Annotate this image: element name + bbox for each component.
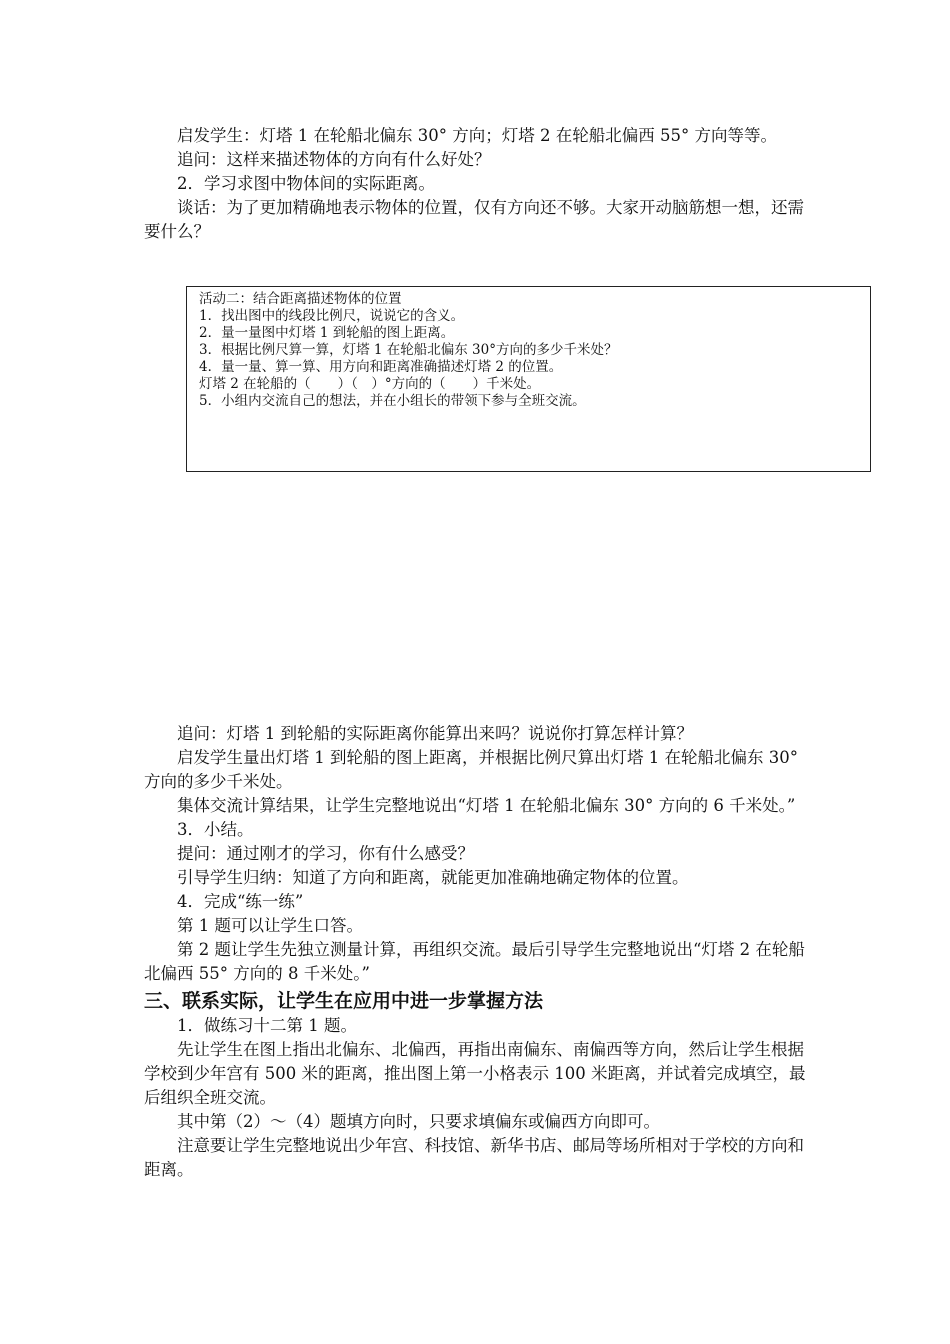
section-heading: 三、联系实际，让学生在应用中进一步掌握方法 bbox=[144, 990, 544, 1012]
activity-box bbox=[186, 286, 871, 472]
paragraph: 启发学生：灯塔 1 在轮船北偏东 30° 方向；灯塔 2 在轮船北偏西 55° 方向等等。 bbox=[177, 126, 777, 145]
paragraph: 2．学习求图中物体间的实际距离。 bbox=[177, 174, 435, 193]
activity-line: 4．量一量、算一算、用方向和距离准确描述灯塔 2 的位置。 bbox=[199, 359, 563, 375]
paragraph: 追问：这样来描述物体的方向有什么好处？ bbox=[177, 150, 491, 169]
paragraph: 3．小结。 bbox=[177, 820, 254, 839]
paragraph: 引导学生归纳：知道了方向和距离，就能更加准确地确定物体的位置。 bbox=[177, 868, 689, 887]
paragraph: 第 1 题可以让学生口答。 bbox=[177, 916, 363, 935]
paragraph: 追问：灯塔 1 到轮船的实际距离你能算出来吗？说说你打算怎样计算？ bbox=[177, 724, 693, 743]
middle-section bbox=[144, 722, 808, 1182]
paragraph: 启发学生量出灯塔 1 到轮船的图上距离，并根据比例尺算出灯塔 1 在轮船北偏东 30° 方向的多少千米处。 bbox=[144, 748, 804, 791]
paragraph: 第 2 题让学生先独立测量计算，再组织交流。最后引导学生完整地说出“灯塔 2 在轮船北偏西 55° 方向的 8 千米处。” bbox=[144, 940, 805, 983]
paragraph: 集体交流计算结果，让学生完整地说出“灯塔 1 在轮船北偏东 30° 方向的 6 千米处。” bbox=[177, 796, 796, 815]
activity-title: 活动二：结合距离描述物体的位置 bbox=[199, 291, 402, 307]
activity-line: 灯塔 2 在轮船的（ ）（ ）°方向的（ ）千米处。 bbox=[199, 376, 541, 392]
paragraph: 提问：通过刚才的学习，你有什么感受？ bbox=[177, 844, 474, 863]
activity-line: 3．根据比例尺算一算，灯塔 1 在轮船北偏东 30°方向的多少千米处？ bbox=[199, 342, 618, 358]
top-section bbox=[144, 124, 808, 244]
paragraph: 1．做练习十二第 1 题。 bbox=[177, 1016, 357, 1035]
activity-line: 5．小组内交流自己的想法，并在小组长的带领下参与全班交流。 bbox=[199, 393, 586, 409]
paragraph: 其中第（2）～（4）题填方向时，只要求填偏东或偏西方向即可。 bbox=[177, 1112, 660, 1131]
paragraph: 注意要让学生完整地说出少年宫、科技馆、新华书店、邮局等场所相对于学校的方向和距离。 bbox=[144, 1136, 804, 1179]
activity-line: 2．量一量图中灯塔 1 到轮船的图上距离。 bbox=[199, 325, 455, 341]
paragraph: 4．完成“练一练” bbox=[177, 892, 304, 911]
activity-line: 1．找出图中的线段比例尺，说说它的含义。 bbox=[199, 308, 465, 324]
paragraph: 谈话：为了更加精确地表示物体的位置，仅有方向还不够。大家开动脑筋想一想，还需要什么？ bbox=[144, 198, 804, 241]
paragraph: 先让学生在图上指出北偏东、北偏西，再指出南偏东、南偏西等方向，然后让学生根据学校到少年宫有 500 米的距离，推出图上第一小格表示 100 米距离，并试着完成填空，最后组织全班交流。 bbox=[144, 1040, 806, 1107]
